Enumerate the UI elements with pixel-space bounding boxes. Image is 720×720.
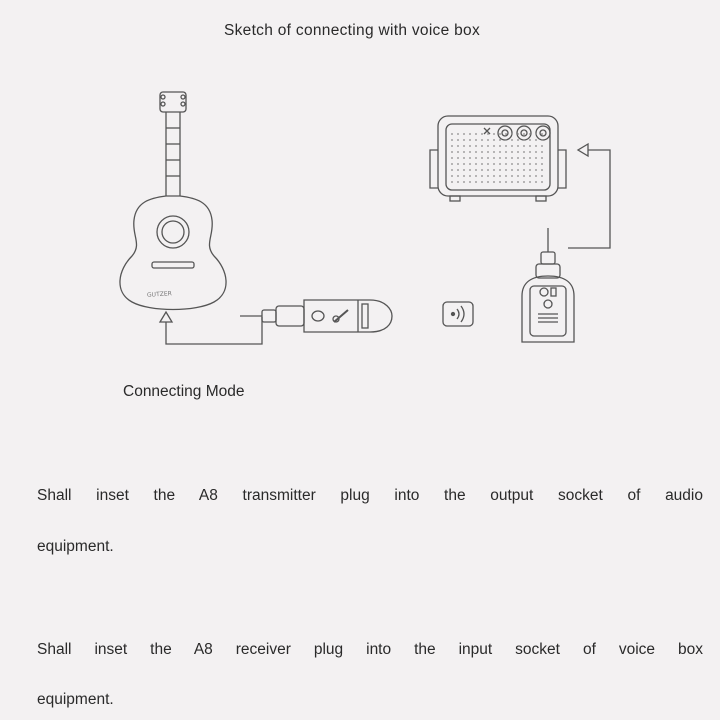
instruction-2-line-2: equipment. xyxy=(37,691,114,708)
instruction-1-line-1: Shall inset the A8 transmitter plug into the output socket of audio xyxy=(37,487,703,504)
diagram-caption: Connecting Mode xyxy=(123,383,245,400)
wireless-signal-icon xyxy=(443,302,473,326)
guitar-brand-label: GUTZER xyxy=(146,290,173,299)
transmitter-icon xyxy=(240,300,392,332)
guitar-icon xyxy=(120,92,226,310)
receiver-icon xyxy=(522,228,574,342)
instruction-1-line-2: equipment. xyxy=(37,538,114,555)
page-title: Sketch of connecting with voice box xyxy=(223,22,481,39)
amplifier-icon xyxy=(430,116,566,201)
instruction-2-line-1: Shall inset the A8 receiver plug into the input socket of voice box xyxy=(37,641,703,658)
